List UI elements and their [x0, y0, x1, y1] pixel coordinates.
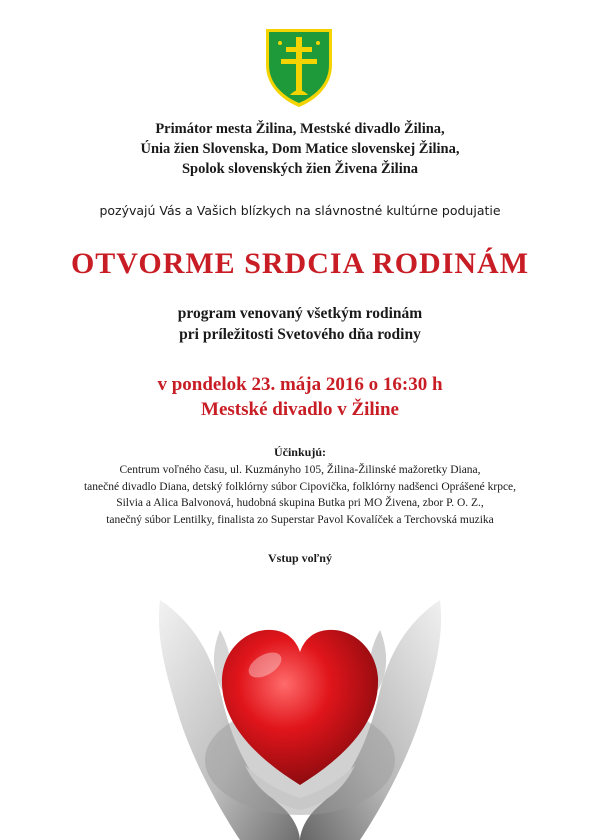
subtitle-line-2: pri príležitosti Svetového dňa rodiny [179, 326, 421, 343]
event-title: OTVORME SRDCIA RODINÁM [70, 247, 530, 280]
performers-list [0, 462, 600, 528]
hands-holding-heart-icon [150, 560, 450, 840]
organizers-line-1: Primátor mesta Žilina, Mestské divadlo Žilina, [155, 121, 445, 137]
invitation-text: pozývajú Vás a Vašich blízkych na slávnostné kultúrne podujatie [99, 203, 501, 218]
performers-line-2: tanečné divadlo Diana, detský folklórny súbor Cipovička, folklórny nadšenci Oprášené krpce, [83, 480, 517, 493]
event-details [0, 372, 600, 422]
event-subtitle [0, 303, 600, 345]
entry-note: Vstup voľný [268, 551, 332, 565]
event-venue: Mestské divadlo v Žiline [201, 399, 399, 420]
subtitle-line-1: program venovaný všetkým rodinám [177, 305, 423, 322]
performers-heading: Účinkujú: [273, 445, 326, 459]
double-cross-shield-icon [262, 25, 336, 109]
performers-line-1: Centrum voľného času, ul. Kuzmányho 105, Žilina-Žilinské mažoretky Diana, [119, 464, 481, 476]
performers-line-4: tanečný súbor Lentilky, finalista zo Superstar Pavol Kovalíček a Terchovská muzika [106, 513, 494, 526]
organizers [0, 119, 600, 179]
organizers-line-3: Spolok slovenských žien Živena Žilina [181, 161, 419, 177]
performers-line-3: Silvia a Alica Balvonová, hudobná skupina Butka pri MO Živena, zbor P. O. Z., [116, 497, 484, 509]
organizers-line-2: Únia žien Slovenska, Dom Matice slovenskej Žilina, [140, 141, 460, 157]
event-date-time: v pondelok 23. mája 2016 o 16:30 h [157, 374, 443, 395]
